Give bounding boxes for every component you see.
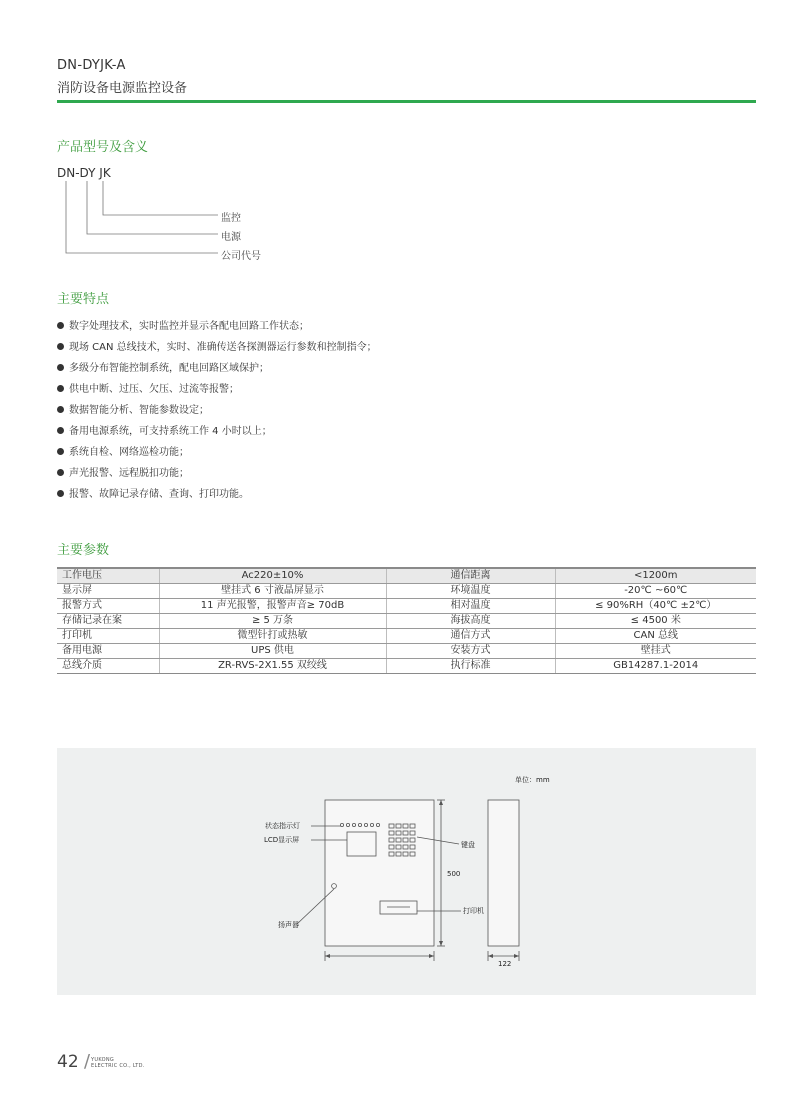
param-value: 壁挂式 [555,644,756,659]
param-name: 显示屏 [57,584,159,599]
height-dimension: 500 [447,870,461,878]
param-name: 通信方式 [386,629,555,644]
list-item: 系统自检、网络巡检功能； [57,442,377,463]
param-value: 微型针打或热敏 [159,629,386,644]
param-value: 壁挂式 6 寸液晶屏显示 [159,584,386,599]
param-name: 相对温度 [386,599,555,614]
param-name: 安装方式 [386,644,555,659]
list-item: 数据智能分析、智能参数设定； [57,400,377,421]
param-name: 环境温度 [386,584,555,599]
status-light-label: 状态指示灯 [265,822,300,830]
speaker-label: 扬声器 [278,921,299,929]
legend-company-code: 公司代号 [221,251,261,262]
keyboard-label: 键盘 [461,841,475,849]
list-item: 声光报警、远程脱扣功能； [57,463,377,484]
list-item: 报警、故障记录存储、查询、打印功能。 [57,484,377,505]
param-value: -20℃ ~60℃ [555,584,756,599]
param-name: 总线介质 [57,659,159,674]
lcd-label: LCD显示屏 [264,836,300,844]
param-name: 存储记录在案 [57,614,159,629]
param-name: 打印机 [57,629,159,644]
param-value: ≥ 5 万条 [159,614,386,629]
cabinet-side [488,800,519,946]
page-number: 42 [57,1052,79,1072]
param-value: ≤ 4500 米 [555,614,756,629]
list-item: 备用电源系统，可支持系统工作 4 小时以上； [57,421,377,442]
param-name: 海拔高度 [386,614,555,629]
list-item: 多级分布智能控制系统，配电回路区域保护； [57,358,377,379]
param-value: ZR-RVS-2X1.55 双绞线 [159,659,386,674]
company-brand: YUKONG ELECTRIC CO., LTD. [91,1057,145,1069]
param-name: 报警方式 [57,599,159,614]
param-value: ≤ 90%RH（40℃ ±2℃） [555,599,756,614]
model-section-title: 产品型号及含义 [57,140,149,155]
model-code: DN-DY JK [57,166,111,180]
legend-monitor: 监控 [221,213,241,224]
param-value: <1200m [555,568,756,584]
params-section-title: 主要参数 [57,543,110,558]
product-name: 消防设备电源监控设备 [57,81,188,96]
legend-power: 电源 [221,232,241,243]
slash-icon: / [84,1051,91,1072]
list-item: 供电中断、过压、欠压、过流等报警； [57,379,377,400]
list-item: 现场 CAN 总线技术，实时、准确传送各探测器运行参数和控制指令； [57,337,377,358]
param-value: 11 声光报警，报警声音≥ 70dB [159,599,386,614]
cabinet-front [325,800,434,946]
param-name: 执行标准 [386,659,555,674]
param-value: GB14287.1-2014 [555,659,756,674]
param-name: 备用电源 [57,644,159,659]
param-value: Ac220±10% [159,568,386,584]
unit-label: 单位：mm [515,776,550,784]
model-number: DN-DYJK-A [57,58,126,73]
list-item: 数字处理技术，实时监控并显示各配电回路工作状态； [57,316,377,337]
param-value: CAN 总线 [555,629,756,644]
printer-label: 打印机 [463,907,484,915]
depth-dimension: 122 [498,960,512,968]
param-name: 工作电压 [57,568,159,584]
features-section-title: 主要特点 [57,292,110,307]
param-name: 通信距离 [386,568,555,584]
param-value: UPS 供电 [159,644,386,659]
